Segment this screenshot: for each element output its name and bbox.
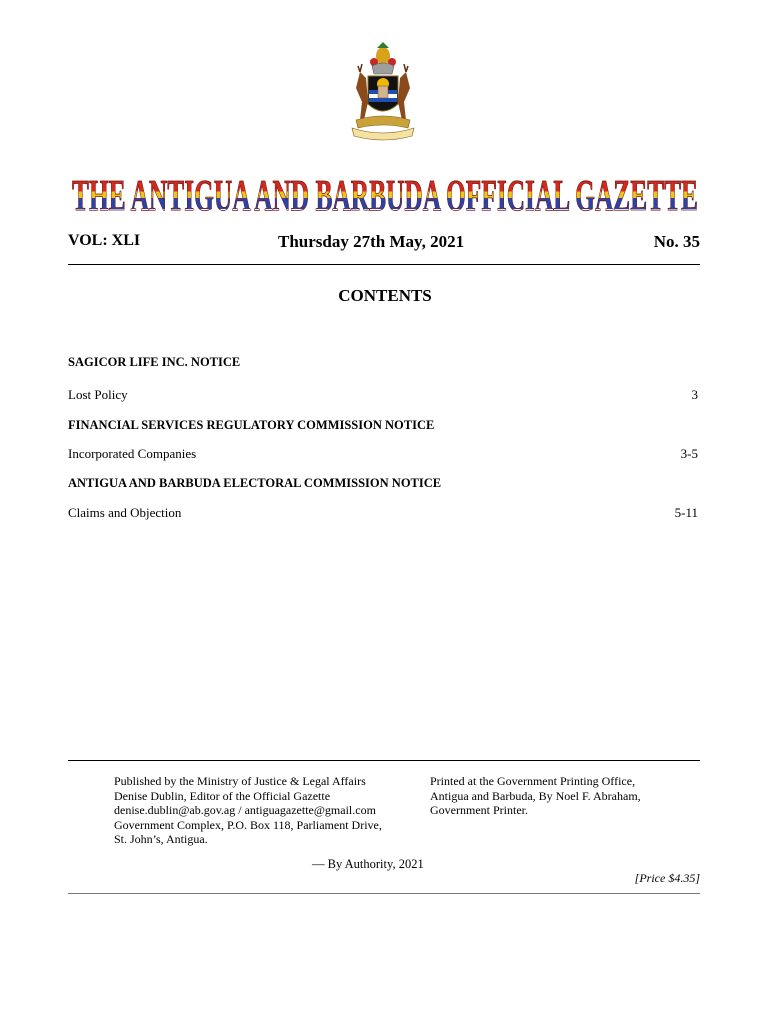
address-line: Government Complex, P.O. Box 118, Parliament Drive, <box>114 817 382 832</box>
contents-entry-claims-objection: Claims and Objection <box>68 505 182 520</box>
volume-number: VOL: XLI <box>68 232 141 249</box>
contents-entry-lost-policy: Lost Policy <box>68 387 128 402</box>
publisher-info <box>114 774 382 847</box>
contents-page-incorporated-companies: 3-5 <box>680 446 698 461</box>
publisher-line: Published by the Ministry of Justice & Legal Affairs <box>114 774 366 788</box>
issue-number: No. 35 <box>653 232 700 251</box>
bottom-divider <box>68 893 700 894</box>
editor-line: Denise Dublin, Editor of the Official Gazette <box>114 788 331 803</box>
gazette-masthead <box>70 168 700 220</box>
contact-emails: denise.dublin@ab.gov.ag / antiguagazette@gmail.com <box>114 803 376 817</box>
contents-entry-incorporated-companies: Incorporated Companies <box>68 446 197 461</box>
footer-divider <box>68 760 700 761</box>
address-city: St. John’s, Antigua. <box>114 832 208 846</box>
issue-date: Thursday 27th May, 2021 <box>278 232 465 251</box>
printer-line-1: Printed at the Government Printing Office, <box>430 774 636 788</box>
gazette-title: THE ANTIGUA AND BARBUDA OFFICIAL GAZETTE <box>72 171 698 220</box>
pineapple-crest <box>376 47 390 65</box>
printer-line-2: Antigua and Barbuda, By Noel F. Abraham, <box>430 788 641 803</box>
section-heading-fsrc: FINANCIAL SERVICES REGULATORY COMMISSION NOTICE <box>68 418 435 432</box>
contents-page-claims-objection: 5-11 <box>674 505 698 520</box>
header-divider <box>68 264 700 265</box>
printer-info <box>430 774 641 818</box>
deer-left <box>356 72 368 120</box>
motto-scroll <box>352 128 414 140</box>
section-heading-electoral: ANTIGUA AND BARBUDA ELECTORAL COMMISSION NOTICE <box>68 476 442 490</box>
coat-of-arms-emblem <box>338 42 428 142</box>
by-authority: — By Authority, 2021 <box>312 857 424 871</box>
contents-page-lost-policy: 3 <box>691 387 698 402</box>
printer-line-3: Government Printer. <box>430 803 528 817</box>
section-heading-sagicor: SAGICOR LIFE INC. NOTICE <box>68 355 241 369</box>
deer-right <box>398 72 410 120</box>
price-label: [Price $4.35] <box>634 871 700 885</box>
contents-title: CONTENTS <box>338 286 432 305</box>
